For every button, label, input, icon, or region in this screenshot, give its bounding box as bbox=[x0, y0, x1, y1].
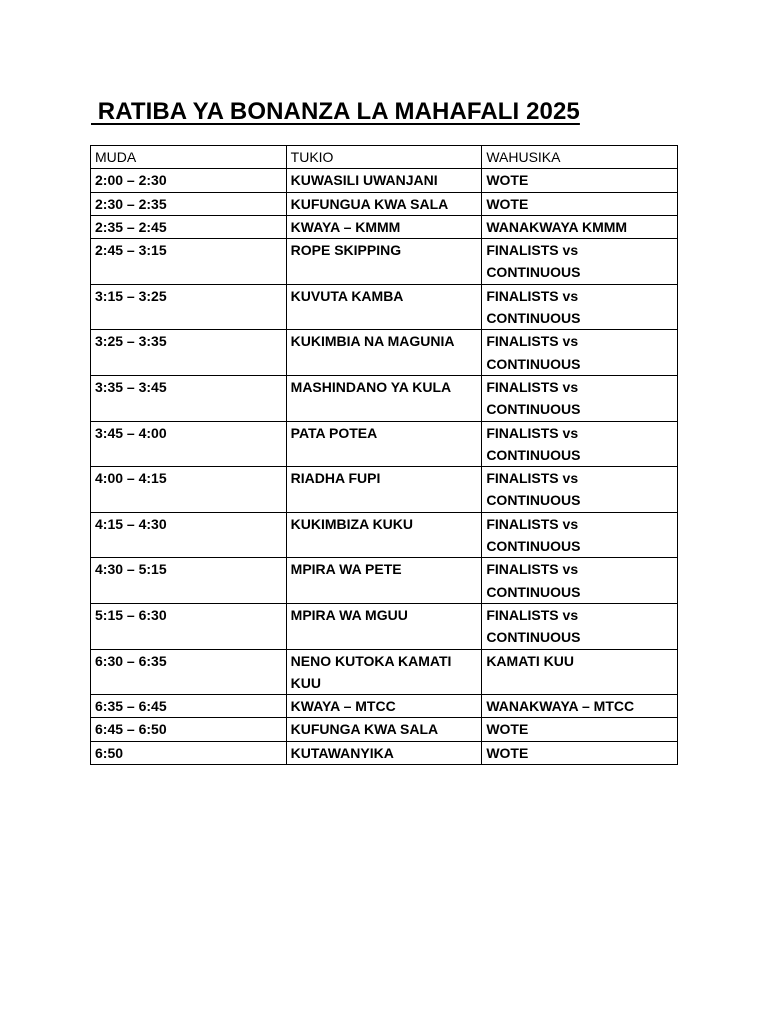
cell-muda: 5:15 – 6:30 bbox=[91, 603, 287, 649]
table-row bbox=[91, 330, 678, 376]
cell-muda: 4:00 – 4:15 bbox=[91, 467, 287, 513]
cell-wahusika: FINALISTS vs CONTINUOUS bbox=[482, 603, 678, 649]
page-title: RATIBA YA BONANZA LA MAHAFALI 2025 bbox=[91, 98, 580, 125]
cell-muda: 2:30 – 2:35 bbox=[91, 192, 287, 215]
table-row bbox=[91, 375, 678, 421]
table-row bbox=[91, 649, 678, 695]
cell-wahusika: FINALISTS vs CONTINUOUS bbox=[482, 421, 678, 467]
cell-wahusika: FINALISTS vs CONTINUOUS bbox=[482, 375, 678, 421]
cell-wahusika: WOTE bbox=[482, 718, 678, 741]
header-muda: MUDA bbox=[91, 146, 287, 169]
cell-tukio: PATA POTEA bbox=[286, 421, 482, 467]
cell-muda: 2:35 – 2:45 bbox=[91, 215, 287, 238]
cell-muda: 3:15 – 3:25 bbox=[91, 284, 287, 330]
table-row bbox=[91, 695, 678, 718]
cell-wahusika: KAMATI KUU bbox=[482, 649, 678, 695]
cell-tukio: ROPE SKIPPING bbox=[286, 239, 482, 285]
cell-muda: 4:30 – 5:15 bbox=[91, 558, 287, 604]
table-row bbox=[91, 467, 678, 513]
table-row bbox=[91, 169, 678, 192]
table-row bbox=[91, 421, 678, 467]
cell-muda: 4:15 – 4:30 bbox=[91, 512, 287, 558]
cell-muda: 2:45 – 3:15 bbox=[91, 239, 287, 285]
cell-tukio: KUFUNGA KWA SALA bbox=[286, 718, 482, 741]
cell-wahusika: FINALISTS vs CONTINUOUS bbox=[482, 284, 678, 330]
header-wahusika: WAHUSIKA bbox=[482, 146, 678, 169]
table-row bbox=[91, 215, 678, 238]
schedule-table bbox=[90, 145, 678, 765]
table-row bbox=[91, 558, 678, 604]
table-row bbox=[91, 284, 678, 330]
cell-wahusika: FINALISTS vs CONTINUOUS bbox=[482, 467, 678, 513]
cell-muda: 3:25 – 3:35 bbox=[91, 330, 287, 376]
schedule-body bbox=[91, 169, 678, 765]
cell-tukio: KUFUNGUA KWA SALA bbox=[286, 192, 482, 215]
cell-tukio: KUTAWANYIKA bbox=[286, 741, 482, 764]
cell-tukio: KUWASILI UWANJANI bbox=[286, 169, 482, 192]
cell-muda: 3:45 – 4:00 bbox=[91, 421, 287, 467]
cell-tukio: KUVUTA KAMBA bbox=[286, 284, 482, 330]
cell-wahusika: WANAKWAYA – MTCC bbox=[482, 695, 678, 718]
cell-wahusika: FINALISTS vs CONTINUOUS bbox=[482, 512, 678, 558]
cell-tukio: KUKIMBIZA KUKU bbox=[286, 512, 482, 558]
cell-tukio: RIADHA FUPI bbox=[286, 467, 482, 513]
cell-wahusika: FINALISTS vs CONTINUOUS bbox=[482, 330, 678, 376]
cell-muda: 6:50 bbox=[91, 741, 287, 764]
table-header-row bbox=[91, 146, 678, 169]
table-row bbox=[91, 512, 678, 558]
table-row bbox=[91, 741, 678, 764]
cell-muda: 6:30 – 6:35 bbox=[91, 649, 287, 695]
table-row bbox=[91, 192, 678, 215]
table-row bbox=[91, 239, 678, 285]
cell-muda: 3:35 – 3:45 bbox=[91, 375, 287, 421]
cell-wahusika: WOTE bbox=[482, 169, 678, 192]
cell-tukio: MPIRA WA PETE bbox=[286, 558, 482, 604]
table-row bbox=[91, 603, 678, 649]
cell-tukio: KWAYA – MTCC bbox=[286, 695, 482, 718]
cell-tukio: MASHINDANO YA KULA bbox=[286, 375, 482, 421]
cell-muda: 6:35 – 6:45 bbox=[91, 695, 287, 718]
cell-muda: 2:00 – 2:30 bbox=[91, 169, 287, 192]
cell-tukio: MPIRA WA MGUU bbox=[286, 603, 482, 649]
header-tukio: TUKIO bbox=[286, 146, 482, 169]
cell-tukio: KUKIMBIA NA MAGUNIA bbox=[286, 330, 482, 376]
cell-muda: 6:45 – 6:50 bbox=[91, 718, 287, 741]
cell-wahusika: WANAKWAYA KMMM bbox=[482, 215, 678, 238]
cell-wahusika: WOTE bbox=[482, 741, 678, 764]
table-row bbox=[91, 718, 678, 741]
cell-wahusika: WOTE bbox=[482, 192, 678, 215]
cell-wahusika: FINALISTS vs CONTINUOUS bbox=[482, 558, 678, 604]
cell-tukio: KWAYA – KMMM bbox=[286, 215, 482, 238]
cell-tukio: NENO KUTOKA KAMATI KUU bbox=[286, 649, 482, 695]
cell-wahusika: FINALISTS vs CONTINUOUS bbox=[482, 239, 678, 285]
